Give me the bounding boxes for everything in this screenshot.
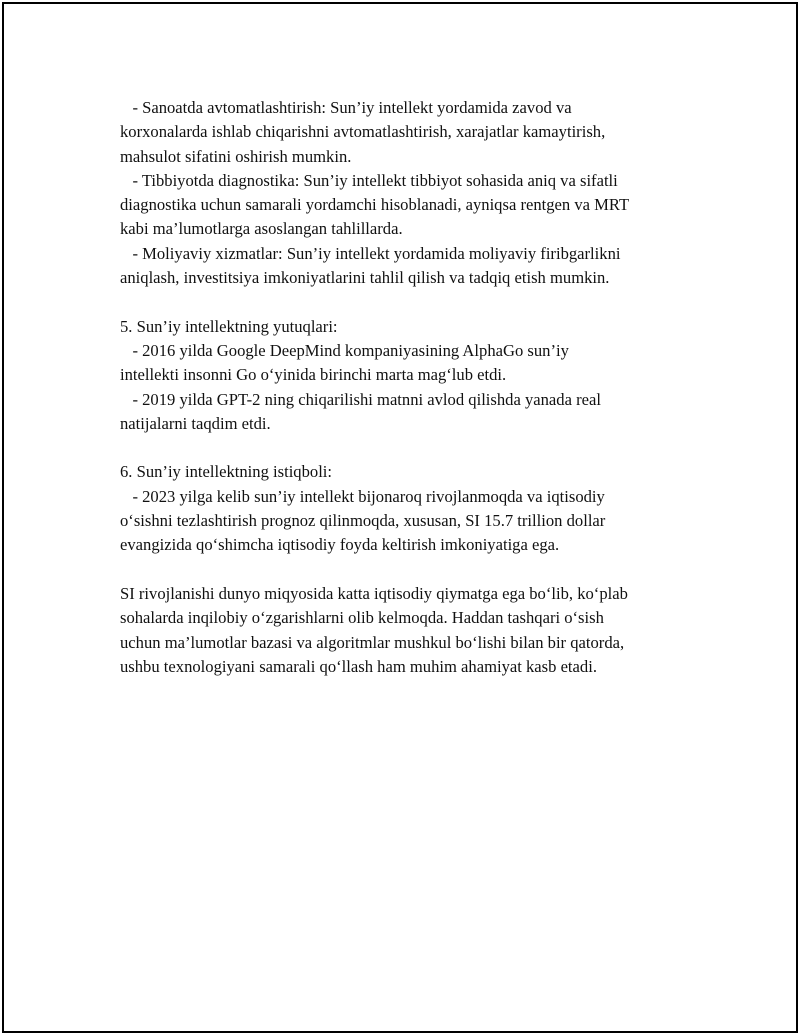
text-line: diagnostika uchun samarali yordamchi hisoblanadi, ayniqsa rentgen va MRT [120,195,630,215]
text-line: mahsulot sifatini oshirish mumkin. [120,146,352,166]
conclusion-paragraph [120,582,700,679]
text-line: natijalarni taqdim etdi. [120,413,271,433]
text-line: sohalarda inqilobiy o‘zgarishlarni olib kelmoqda. Haddan tashqari o‘sish [120,608,604,628]
text-line: evangizida qo‘shimcha iqtisodiy foyda keltirish imkoniyatiga ega. [120,535,560,555]
achievements-section [120,315,700,436]
text-line: korxonalarda ishlab chiqarishni avtomatlashtirish, xarajatlar kamaytirish, [120,122,606,142]
outlook-section [120,460,700,557]
applications-section [120,96,700,290]
text-line: kabi ma’lumotlarga asoslangan tahlillarda. [120,219,403,239]
text-line: intellekti insonni Go o‘yinida birinchi marta mag‘lub etdi. [120,365,507,385]
text-line: - 2023 yilga kelib sun’iy intellekt bijonaroq rivojlanmoqda va iqtisodiy [120,486,605,506]
page-frame [2,2,798,1033]
text-line: o‘sishni tezlashtirish prognoz qilinmoqda, xususan, SI 15.7 trillion dollar [120,511,606,531]
text-line: aniqlash, investitsiya imkoniyatlarini tahlil qilish va tadqiq etish mumkin. [120,268,610,288]
paragraph-gap [120,558,700,582]
text-line: - Moliyaviy xizmatlar: Sun’iy intellekt yordamida moliyaviy firibgarlikni [120,243,621,263]
text-line: - Tibbiyotda diagnostika: Sun’iy intellekt tibbiyot sohasida aniq va sifatli [120,170,618,190]
section-heading: 6. Sun’iy intellektning istiqboli: [120,462,333,482]
paragraph-gap [120,290,700,314]
paragraph-gap [120,436,700,460]
document-body [120,96,700,679]
text-line: - 2019 yilda GPT-2 ning chiqarilishi matnni avlod qilishda yanada real [120,389,601,409]
section-heading: 5. Sun’iy intellektning yutuqlari: [120,316,338,336]
text-line: - Sanoatda avtomatlashtirish: Sun’iy intellekt yordamida zavod va [120,98,572,117]
text-line: SI rivojlanishi dunyo miqyosida katta iqtisodiy qiymatga ega bo‘lib, ko‘plab [120,583,628,603]
text-line: uchun ma’lumotlar bazasi va algoritmlar mushkul bo‘lishi bilan bir qatorda, [120,632,625,652]
text-line: - 2016 yilda Google DeepMind kompaniyasining AlphaGo sun’iy [120,340,569,360]
text-line: ushbu texnologiyani samarali qo‘llash ham muhim ahamiyat kasb etadi. [120,656,597,676]
